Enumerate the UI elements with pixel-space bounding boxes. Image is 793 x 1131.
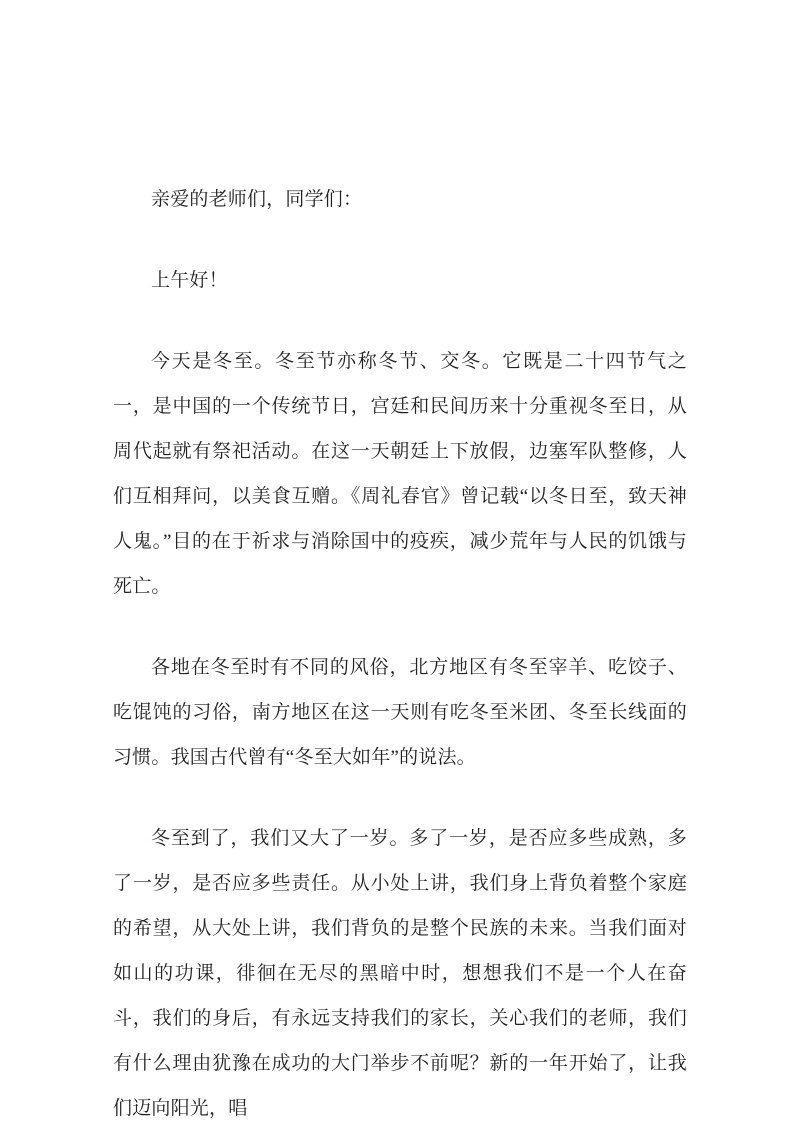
paragraph-body-2: 各地在冬至时有不同的风俗，北方地区有冬至宰羊、吃饺子、吃馄饨的习俗，南方地区在这一天则有吃冬至米团、冬至长线面的习惯。我国古代曾有“冬至大如年”的说法。 (113, 657, 687, 768)
paragraph-salutation: 亲爱的老师们，同学们： (151, 189, 363, 210)
paragraph-greeting: 上午好！ (151, 270, 228, 291)
paragraph-body-1: 今天是冬至。冬至节亦称冬节、交冬。它既是二十四节气之一，是中国的一个传统节日，宫廷和民间历来十分重视冬至日，从周代起就有祭祀活动。在这一天朝廷上下放假，边塞军队整修，人们互相拜问，以美食互赠。《周礼春官》曾记载“以冬日至，致天神人鬼。”目的在于祈求与消除国中的疫疾，减少荒年与人民的饥饿与死亡。 (113, 351, 687, 597)
paragraph-body-3: 冬至到了，我们又大了一岁。多了一岁，是否应多些成熟，多了一岁，是否应多些责任。从小处上讲，我们身上背负着整个家庭的希望，从大处上讲，我们背负的是整个民族的未来。当我们面对如山的功课，徘徊在无尽的黑暗中时，想想我们不是一个人在奋斗，我们的身后，有永远支持我们的家长，关心我们的老师，我们有什么理由犹豫在成功的大门举步不前呢？新的一年开始了，让我们迈向阳光，唱 (113, 828, 687, 1119)
